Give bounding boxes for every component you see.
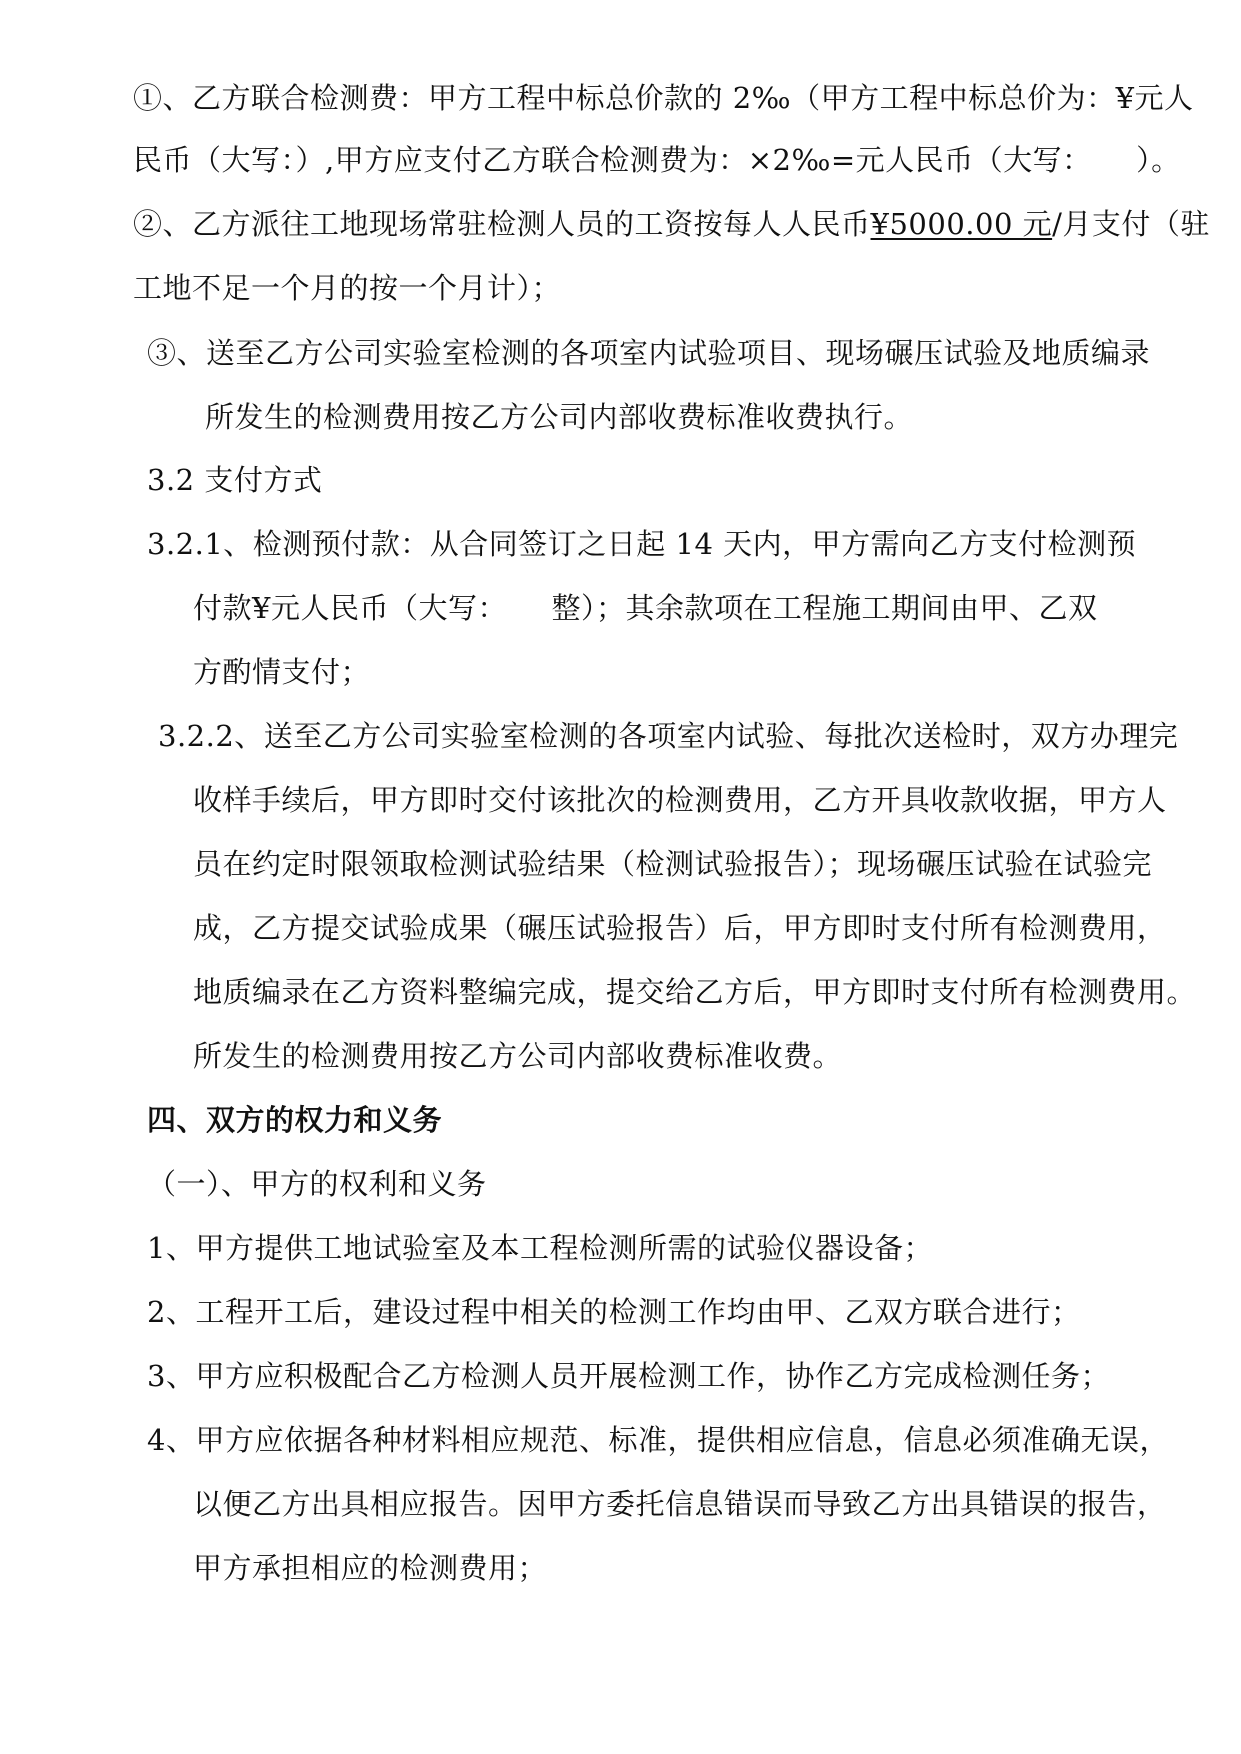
payment-3-2-2-line-1: 3.2.2、送至乙方公司实验室检测的各项室内试验、每批次送检时，双方办理完 [158, 719, 1179, 753]
payment-3-2-1-line-3: 方酌情支付； [193, 655, 371, 689]
fee-item-2-line-1 [133, 204, 1210, 244]
section-4-item-3: 3、甲方应积极配合乙方检测人员开展检测工作，协作乙方完成检测任务； [147, 1359, 1110, 1393]
payment-3-2-2-line-5: 地质编录在乙方资料整编完成，提交给乙方后，甲方即时支付所有检测费用。 [193, 975, 1197, 1009]
section-4-subtitle: （一）、甲方的权利和义务 [147, 1167, 487, 1201]
section-4-item-4-line-2: 以便乙方出具相应报告。因甲方委托信息错误而导致乙方出具错误的报告， [193, 1487, 1167, 1521]
fee-item-3-line-2: 所发生的检测费用按乙方公司内部收费标准收费执行。 [205, 400, 914, 434]
payment-3-2-2-line-2: 收样手续后，甲方即时交付该批次的检测费用，乙方开具收款收据，甲方人 [193, 783, 1167, 817]
section-4-item-4-line-3: 甲方承担相应的检测费用； [193, 1551, 548, 1585]
section-4-item-4-line-1: 4、甲方应依据各种材料相应规范、标准，提供相应信息，信息必须准确无误， [147, 1423, 1169, 1457]
payment-3-2-2-line-6: 所发生的检测费用按乙方公司内部收费标准收费。 [193, 1039, 843, 1073]
section-4-item-2: 2、工程开工后，建设过程中相关的检测工作均由甲、乙双方联合进行； [147, 1295, 1081, 1329]
fee-item-1-line-1: ①、乙方联合检测费：甲方工程中标总价款的 2‰（甲方工程中标总价为：¥元人 [133, 81, 1194, 115]
section-4-item-1: 1、甲方提供工地试验室及本工程检测所需的试验仪器设备； [147, 1231, 933, 1265]
payment-heading: 3.2 支付方式 [147, 463, 323, 497]
fee-item-3-line-1: ③、送至乙方公司实验室检测的各项室内试验项目、现场碾压试验及地质编录 [147, 336, 1151, 370]
payment-3-2-2-line-4: 成，乙方提交试验成果（碾压试验报告）后，甲方即时支付所有检测费用， [193, 911, 1167, 945]
payment-3-2-2-line-3: 员在约定时限领取检测试验结果（检测试验报告）；现场碾压试验在试验完 [193, 847, 1153, 881]
fee-item-2-amount: ¥5000.00 元 [870, 207, 1053, 241]
fee-item-1-line-2: 民币（大写：）,甲方应支付乙方联合检测费为：×2‰=元人民币（大写： ）。 [133, 143, 1181, 177]
fee-item-2-text-b: /月支付（驻 [1052, 207, 1210, 241]
payment-3-2-1-line-2: 付款¥元人民币（大写： 整）；其余款项在工程施工期间由甲、乙双 [193, 591, 1098, 625]
fee-item-2-line-2: 工地不足一个月的按一个月计）； [133, 271, 562, 305]
fee-item-2-text-a: ②、乙方派往工地现场常驻检测人员的工资按每人人民币 [133, 207, 871, 241]
section-4-title: 四、双方的权力和义务 [147, 1103, 443, 1137]
payment-3-2-1-line-1: 3.2.1、检测预付款：从合同签订之日起 14 天内，甲方需向乙方支付检测预 [147, 527, 1137, 561]
